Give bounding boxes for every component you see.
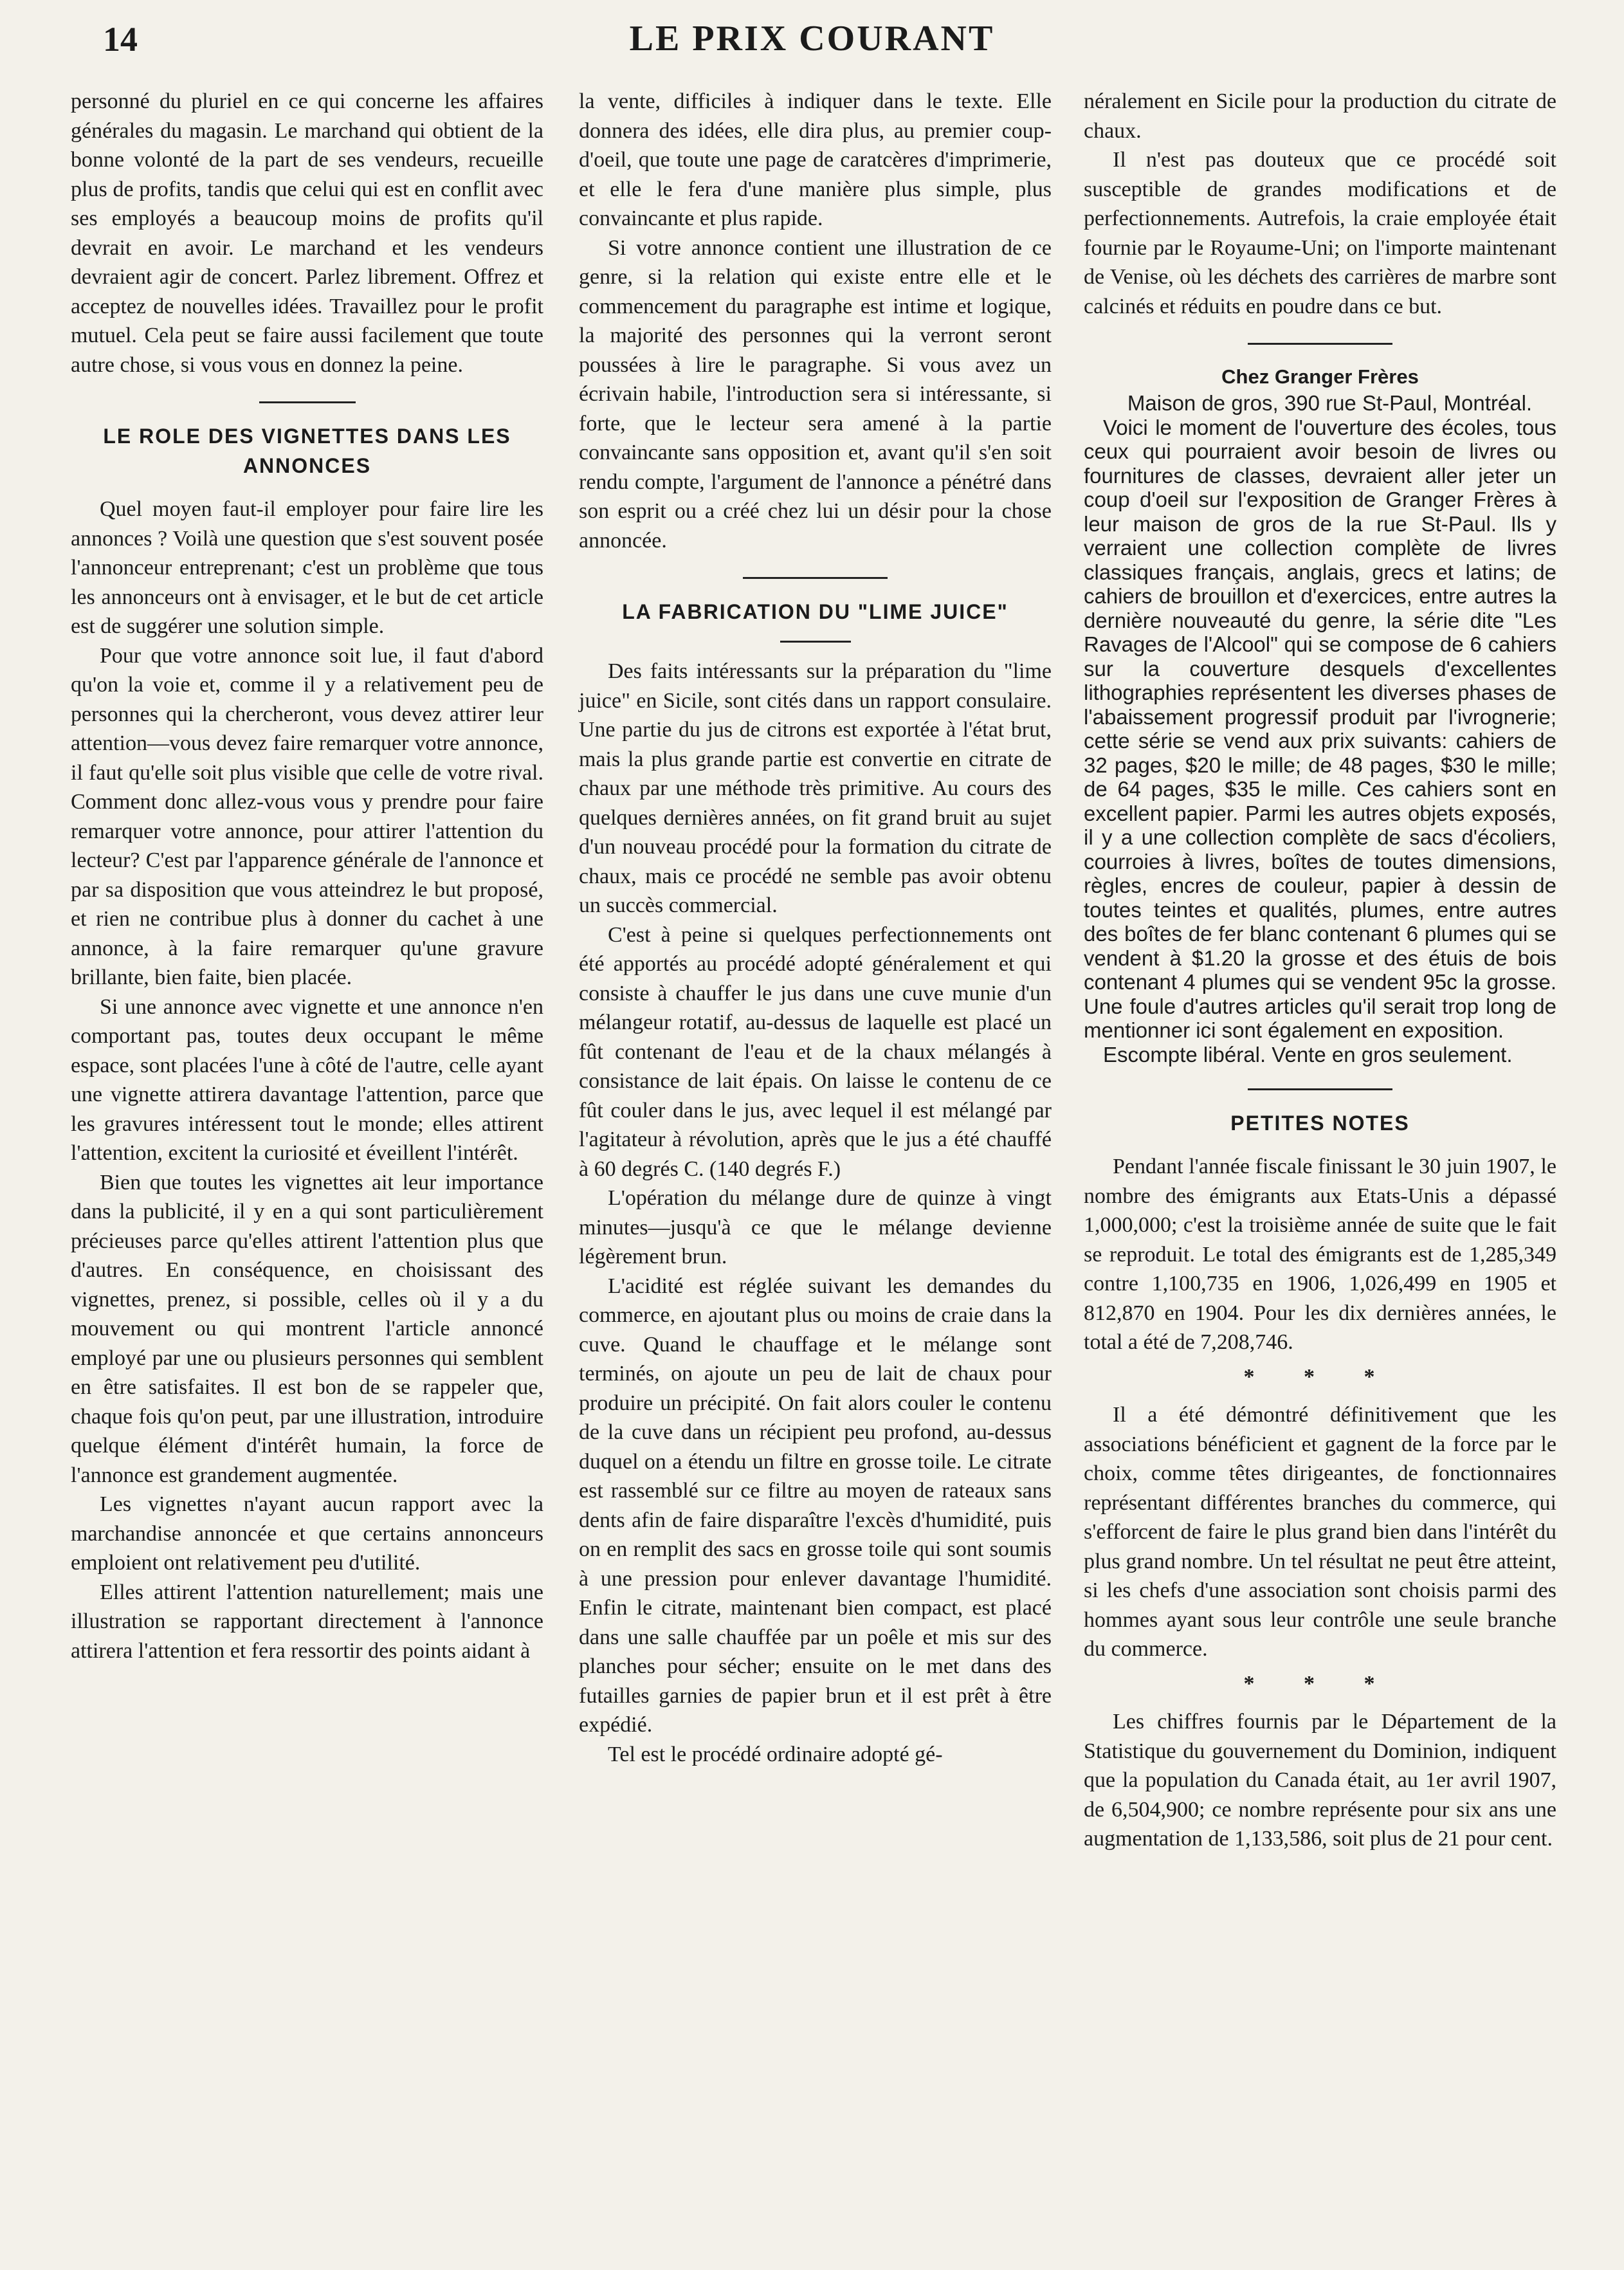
col3-paragraph-4: Escompte libéral. Vente en gros seulement. bbox=[1103, 1042, 1513, 1066]
col3-paragraph-5: Pendant l'année fiscale finissant le 30 juin 1907, le nombre des émigrants aux Etats-Unis a dépassé 1,000,000; c'est la troisième année de suite que le fait se reproduit. Le total des émigrants est de 1,285,349 contre 1,100,735 en 1906, 1,026,499 en 1905 et 812,870 en 1904. Pour les dix dernières années, le total a été de 7,208,746. bbox=[1084, 1155, 1556, 1354]
col1-paragraph-2: Quel moyen faut-il employer pour faire lire les annonces ? Voilà une question que s'est souvent posée l'annonceur entreprenant; c'est un problème que tous les annonceurs ont à envisager, et le but de cet article est de suggérer une solution simple. bbox=[71, 497, 543, 638]
column-1 bbox=[71, 87, 543, 1665]
article-heading-vignettes: LE ROLE DES VIGNETTES DANS LES ANNONCES bbox=[103, 425, 511, 477]
article-heading-petites-notes: PETITES NOTES bbox=[1230, 1112, 1410, 1135]
section-divider bbox=[259, 401, 356, 403]
col3-paragraph-1: néralement en Sicile pour la production du citrate de chaux. bbox=[1084, 89, 1556, 143]
col1-paragraph-1: personné du pluriel en ce qui concerne les affaires générales du magasin. Le marchand qui obtient de la bonne volonté de la part de ses vendeurs, recueille plus de profits, tandis que celui qui est en conflit avec ses employés a beaucoup moins de profits qu'il devrait en avoir. Le marchand et les vendeurs devraient agir de concert. Parlez librement. Offrez et acceptez de nouvelles idées. Travaillez pour le profit mutuel. Cela peut se faire aussi facilement que toute autre chose, si vous vous en donnez la peine. bbox=[71, 89, 543, 377]
col1-paragraph-3: Pour que votre annonce soit lue, il faut d'abord qu'on la voie et, comme il y a relativement peu de personnes qui la chercheront, vous devez attirer leur attention—vous devez faire remarquer votre annonce, il faut qu'elle soit plus visible que celle de votre rival. Comment donc allez-vous vous y prendre pour faire remarquer votre annonce, pour attirer l'attention du lecteur? C'est par l'apparence générale de l'annonce et par sa disposition que vous atteindrez le but proposé, et rien ne contribue plus à donner du cachet à une annonce, à la faire remarquer qu'une gravure brillante, bien faite, bien placée. bbox=[71, 643, 543, 989]
section-divider bbox=[743, 577, 888, 579]
col1-paragraph-4: Si une annonce avec vignette et une annonce n'en comportant pas, toutes deux occupant le même espace, sont placées l'une à côté de l'autre, celle ayant une vignette attirera davantage l'attention, parce que les gravures intéressent tout le monde; elles attirent l'attention, excitent la curiosité et éveillent l'intérêt. bbox=[71, 994, 543, 1165]
column-3 bbox=[1084, 87, 1556, 1854]
article-heading-lime-juice: LA FABRICATION DU "LIME JUICE" bbox=[622, 600, 1008, 623]
col1-paragraph-5: Bien que toutes les vignettes ait leur importance dans la publicité, il y en a qui sont particulièrement précieuses parce qu'elles attirent l'attention plus que d'autres. En conséquence, en choisissant des vignettes, prenez, si possible, celles où il y a du mouvement ou qui montrent l'article annoncé employé par une ou plusieurs personnes qui semblent en être satisfaites. Il est bon de se rappeler que, chaque fois qu'on peut, par une illustration, introduire quelque élément d'intérêt humain, la force de l'annonce est grandement augmentée. bbox=[71, 1170, 543, 1487]
col2-paragraph-5: L'opération du mélange dure de quinze à vingt minutes—jusqu'à ce que le mélange devienne légèrement brun. bbox=[579, 1186, 1052, 1268]
col2-paragraph-7: Tel est le procédé ordinaire adopté gé- bbox=[608, 1742, 943, 1766]
col2-paragraph-3: Des faits intéressants sur la préparation du "lime juice" en Sicile, sont cités dans un rapport consulaire. Une partie du jus de citrons est exportée à l'état brut, mais la plus grande partie est convertie en citrate de chaux par une méthode très primitive. Au cours des quelques dernières années, on fit grand bruit au sujet d'un nouveau procédé pour la formation du citrate de chaux, mais ce procédé ne semble pas avoir obtenu un succès commercial. bbox=[579, 659, 1052, 917]
separator-stars: * * * bbox=[1243, 1364, 1397, 1389]
page-number: 14 bbox=[103, 20, 138, 59]
section-divider bbox=[1248, 343, 1392, 345]
page-header bbox=[0, 0, 1624, 77]
col2-paragraph-4: C'est à peine si quelques perfectionnements ont été apportés au procédé adopté généralement et qui consiste à chauffer le jus dans une cuve munie d'un mélangeur rotatif, au-dessus de laquelle est placé un fût contenant de l'eau et de la chaux mélangés à consistance de lait épais. On laisse le contenu de ce fût couler dans le jus, avec lequel il est mélangé par l'agitateur à révolution, après que le jus a été chauffé à 60 degrés C. (140 degrés F.) bbox=[579, 922, 1052, 1181]
col1-paragraph-7: Elles attirent l'attention naturellement; mais une illustration se rapportant directement à l'annonce attirera l'attention et fera ressortir des points aidant à bbox=[71, 1580, 543, 1663]
separator-stars: * * * bbox=[1243, 1671, 1397, 1696]
col1-paragraph-6: Les vignettes n'ayant aucun rapport avec la marchandise annoncée et que certains annonceurs emploient ont relativement peu d'utilité. bbox=[71, 1492, 543, 1575]
col2-paragraph-6: L'acidité est réglée suivant les demandes du commerce, en ajoutant plus ou moins de craie dans la cuve. Quand le chauffage et le mélange sont terminés, on ajoute un peu de lait de chaux pour produire un précipité. On fait alors couler le contenu de la cuve dans un récipient peu profond, au-dessus duquel on a étendu un filtre en grosse toile. Le citrate est rassemblé sur ce filtre au moyen de rateaux sans dents afin de faire disparaître l'excès d'humidité, puis on en remplit des sacs en grosse toile qui sont soumis à une pression pour enlever davantage l'humidité. Enfin le citrate, maintenant bien compact, est placé dans une salle chauffée par un poêle et mis sur des planches pour sécher; ensuite on le met dans des futailles garnies de papier brun et il est prêt à être expédié. bbox=[579, 1274, 1052, 1737]
section-divider bbox=[1248, 1088, 1392, 1090]
article-heading-granger: Chez Granger Frères bbox=[1221, 365, 1419, 388]
granger-advertisement bbox=[1084, 363, 1556, 1066]
col2-paragraph-2: Si votre annonce contient une illustration de ce genre, si la relation qui existe entre elle et le commencement du paragraphe est intime et logique, la majorité des personnes qui la verront seront poussées à lire le paragraphe. Si vous avez un écrivain habile, l'introduction sera si intéressante, si forte, que le lecteur sera amené à la partie convaincante sans opposition et, avant qu'il s'en soit rendu compte, l'argument de l'annonce a pénétré dans son esprit ou a créé chez lui un désir pour la chose annoncée. bbox=[579, 235, 1052, 553]
col2-paragraph-1: la vente, difficiles à indiquer dans le texte. Elle donnera des idées, elle dira plus, au premier coup-d'oeil, que toute une page de caratcères d'imprimerie, et elle le fera d'une manière plus simple, plus convaincante et plus rapide. bbox=[579, 89, 1052, 230]
col3-paragraph-3: Voici le moment de l'ouverture des écoles, tous ceux qui pourraient avoir besoin de livres ou fournitures de classes, devraient aller jeter un coup d'oeil sur l'exposition de Granger Frères à leur maison de gros de la rue St-Paul. Ils y verraient une collection complète de livres classiques français, anglais, grecs et latins; de cahiers de brouillon et d'exercices, entre autres la dernière nouveauté du genre, la série dite "Les Ravages de l'Alcool" qui se compose de 6 cahiers sur la couverture desquels d'excellentes lithographies représentent les diverses phases de l'abaissement progressif produit par l'ivrognerie; cette série se vend aux prix suivants: cahiers de 32 pages, $20 le mille; de 48 pages, $30 le mille; de 64 pages, $35 le mille. Ces cahiers sont en excellent papier. Parmi les autres objets exposés, il y a une collection complète de sacs d'écoliers, courroies à livres, boîtes de toutes dimensions, règles, encres de couleur, papier à dessin de toutes teintes et qualités, plumes, entre autres des boîtes de fer blanc contenant 6 plumes qui se vendent à $1.20 la grosse et des étuis de bois contenant 4 plumes qui se vendent 95c la grosse. Une foule d'autres articles qu'il serait trop long de mentionner ici sont également en exposition. bbox=[1084, 415, 1556, 1042]
col3-paragraph-6: Il a été démontré définitivement que les associations bénéficient et gagnent de la force par le choix, comme têtes dirigeantes, de fonctionnaires représentant différentes branches du commerce, qui s'efforcent de faire le plus grand bien dans l'intérêt du plus grand nombre. Un tel résultat ne peut être atteint, si les chefs d'une association sont choisis parmi des hommes ayant sous leur contrôle une seule branche du commerce. bbox=[1084, 1403, 1556, 1661]
column-2 bbox=[579, 87, 1052, 1769]
granger-address: Maison de gros, 390 rue St-Paul, Montréal. bbox=[1127, 391, 1533, 415]
journal-title: LE PRIX COURANT bbox=[629, 19, 995, 59]
col3-paragraph-2: Il n'est pas douteux que ce procédé soit susceptible de grandes modifications et de perfectionnements. Autrefois, la craie employée était fournie par le Royaume-Uni; on l'importe maintenant de Venise, où les déchets des carrières de marbre sont calcinés et réduits en poudre dans ce but. bbox=[1084, 148, 1556, 318]
heading-underline bbox=[780, 641, 851, 643]
col3-paragraph-7: Les chiffres fournis par le Département de la Statistique du gouvernement du Dominion, indiquent que la population du Canada était, au 1er avril 1907, de 6,504,900; ce nombre représente pour six ans une augmentation de 1,133,586, soit plus de 21 pour cent. bbox=[1084, 1710, 1556, 1851]
